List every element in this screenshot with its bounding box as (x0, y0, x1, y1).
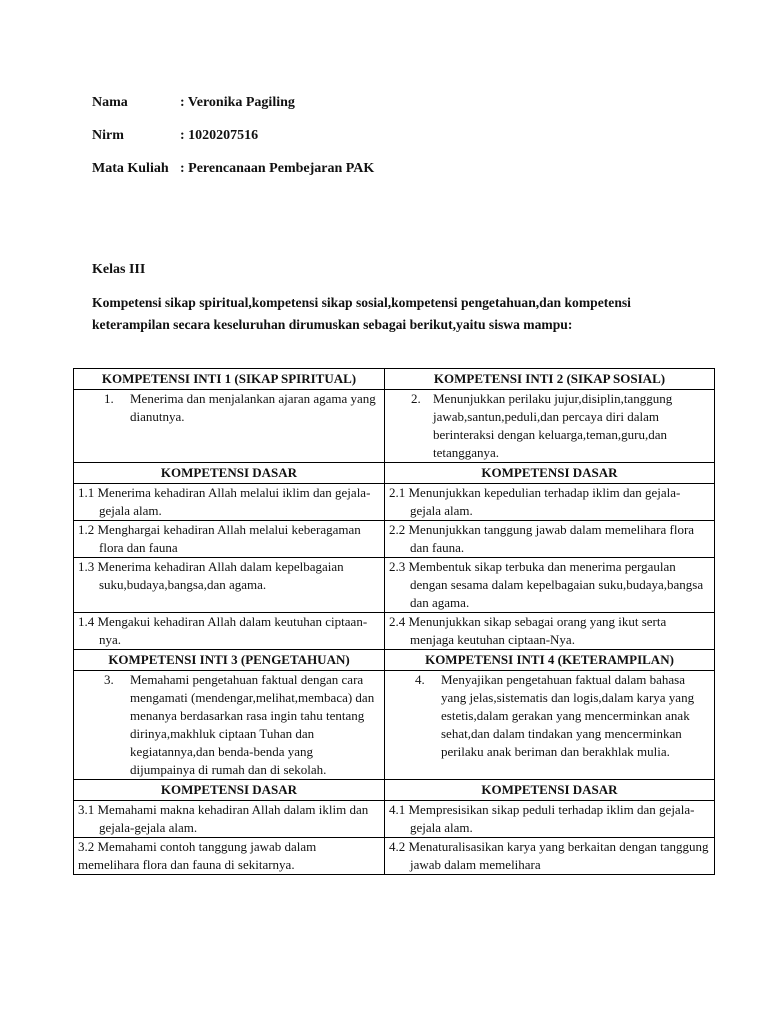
table-row (74, 780, 715, 801)
table-row (74, 558, 715, 613)
ki3-header: KOMPETENSI INTI 3 (PENGETAHUAN) (74, 650, 385, 671)
kd-2-4: 2.4 Menunjukkan sikap sebagai orang yang ikut serta menjaga keutuhan ciptaan-Nya. (389, 614, 667, 647)
kd-cell (74, 801, 385, 838)
table-row (74, 650, 715, 671)
kd-4-1: 4.1 Mempresisikan sikap peduli terhadap iklim dan gejala-gejala alam. (389, 802, 695, 835)
kd-3-1: 3.1 Memahami makna kehadiran Allah dalam iklim dan gejala-gejala alam. (78, 802, 369, 835)
kd-header: KOMPETENSI DASAR (385, 463, 715, 484)
ki4-cell (385, 671, 715, 780)
kd-4-2: 4.2 Menaturalisasikan karya yang berkaitan dengan tanggung jawab dalam memelihara (389, 839, 709, 872)
ki3-text: Memahami pengetahuan faktual dengan cara mengamati (mendengar,melihat,membaca) dan menanya berdasarkan rasa ingin tahu tentang dirinya,makhluk ciptaan Tuhan dan kegiatannya,dan benda-benda yang dijumpainya di rumah dan di sekolah. (130, 672, 375, 777)
ki4-text: Menyajikan pengetahuan faktual dalam bahasa yang jelas,sistematis dan logis,dalam karya yang estetis,dalam gerakan yang mencerminkan anak sehat,dan dalam tindakan yang mencerminkan perilaku anak beriman dan berakhlak mulia. (441, 672, 695, 759)
kd-cell (385, 801, 715, 838)
table-row (74, 484, 715, 521)
kd-cell (385, 613, 715, 650)
table-row (74, 613, 715, 650)
kd-cell (74, 521, 385, 558)
ki2-cell (385, 390, 715, 463)
table-row (74, 390, 715, 463)
identity-nirm (92, 128, 258, 144)
table-row (74, 671, 715, 780)
kd-3-2: 3.2 Memahami contoh tanggung jawab dalam memelihara flora dan fauna di sekitarnya. (78, 839, 317, 872)
ki2-text: Menunjukkan perilaku jujur,disiplin,tanggung jawab,santun,peduli,dan percaya diri dalam berinteraksi dengan keluarga,teman,guru,dan tetangganya. (433, 391, 673, 460)
kd-1-4: 1.4 Mengakui kehadiran Allah dalam keutuhan ciptaan-nya. (78, 614, 368, 647)
ki1-number: 1. (104, 391, 114, 406)
ki4-header: KOMPETENSI INTI 4 (KETERAMPILAN) (385, 650, 715, 671)
nama-value: : Veronika Pagiling (180, 95, 295, 110)
kd-header: KOMPETENSI DASAR (74, 780, 385, 801)
kd-cell (74, 613, 385, 650)
kd-2-3: 2.3 Membentuk sikap terbuka dan menerima pergaulan dengan sesama dalam kepelbagaian suku,budaya,bangsa dan agama. (389, 559, 704, 610)
table-row (74, 801, 715, 838)
ki1-cell (74, 390, 385, 463)
table-row (74, 369, 715, 390)
ki2-header: KOMPETENSI INTI 2 (SIKAP SOSIAL) (385, 369, 715, 390)
kelas-heading: Kelas III (92, 262, 146, 277)
table-row (74, 521, 715, 558)
mata-kuliah-label: Mata Kuliah (92, 161, 169, 176)
kd-cell (74, 484, 385, 521)
kd-cell (385, 838, 715, 875)
kd-cell (74, 838, 385, 875)
ki4-number: 4. (415, 672, 425, 687)
nama-label: Nama (92, 95, 128, 110)
ki1-text: Menerima dan menjalankan ajaran agama yang dianutnya. (130, 391, 376, 424)
kd-1-1: 1.1 Menerima kehadiran Allah melalui iklim dan gejala-gejala alam. (78, 485, 371, 518)
ki3-number: 3. (104, 672, 114, 687)
intro-paragraph: Kompetensi sikap spiritual,kompetensi sikap sosial,kompetensi pengetahuan,dan kompetensi keterampilan secara keseluruhan dirumuskan sebagai berikut,yaitu siswa mampu: (92, 295, 631, 332)
mata-kuliah-value: : Perencanaan Pembejaran PAK (180, 161, 375, 176)
nirm-label: Nirm (92, 128, 124, 143)
nirm-value: : 1020207516 (180, 128, 259, 143)
identity-nama (92, 95, 295, 111)
kd-1-3: 1.3 Menerima kehadiran Allah dalam kepelbagaian suku,budaya,bangsa,dan agama. (78, 559, 344, 592)
table-row (74, 463, 715, 484)
kd-header: KOMPETENSI DASAR (74, 463, 385, 484)
kd-header: KOMPETENSI DASAR (385, 780, 715, 801)
kd-cell (385, 558, 715, 613)
kompetensi-table (73, 368, 715, 875)
kd-cell (74, 558, 385, 613)
ki1-header: KOMPETENSI INTI 1 (SIKAP SPIRITUAL) (74, 369, 385, 390)
kd-2-1: 2.1 Menunjukkan kepedulian terhadap iklim dan gejala-gejala alam. (389, 485, 681, 518)
kd-2-2: 2.2 Menunjukkan tanggung jawab dalam memelihara flora dan fauna. (389, 522, 695, 555)
identity-mata-kuliah (92, 161, 374, 177)
table-row (74, 838, 715, 875)
kd-cell (385, 521, 715, 558)
ki2-number: 2. (411, 391, 421, 406)
kd-cell (385, 484, 715, 521)
kd-1-2: 1.2 Menghargai kehadiran Allah melalui keberagaman flora dan fauna (78, 522, 361, 555)
ki3-cell (74, 671, 385, 780)
